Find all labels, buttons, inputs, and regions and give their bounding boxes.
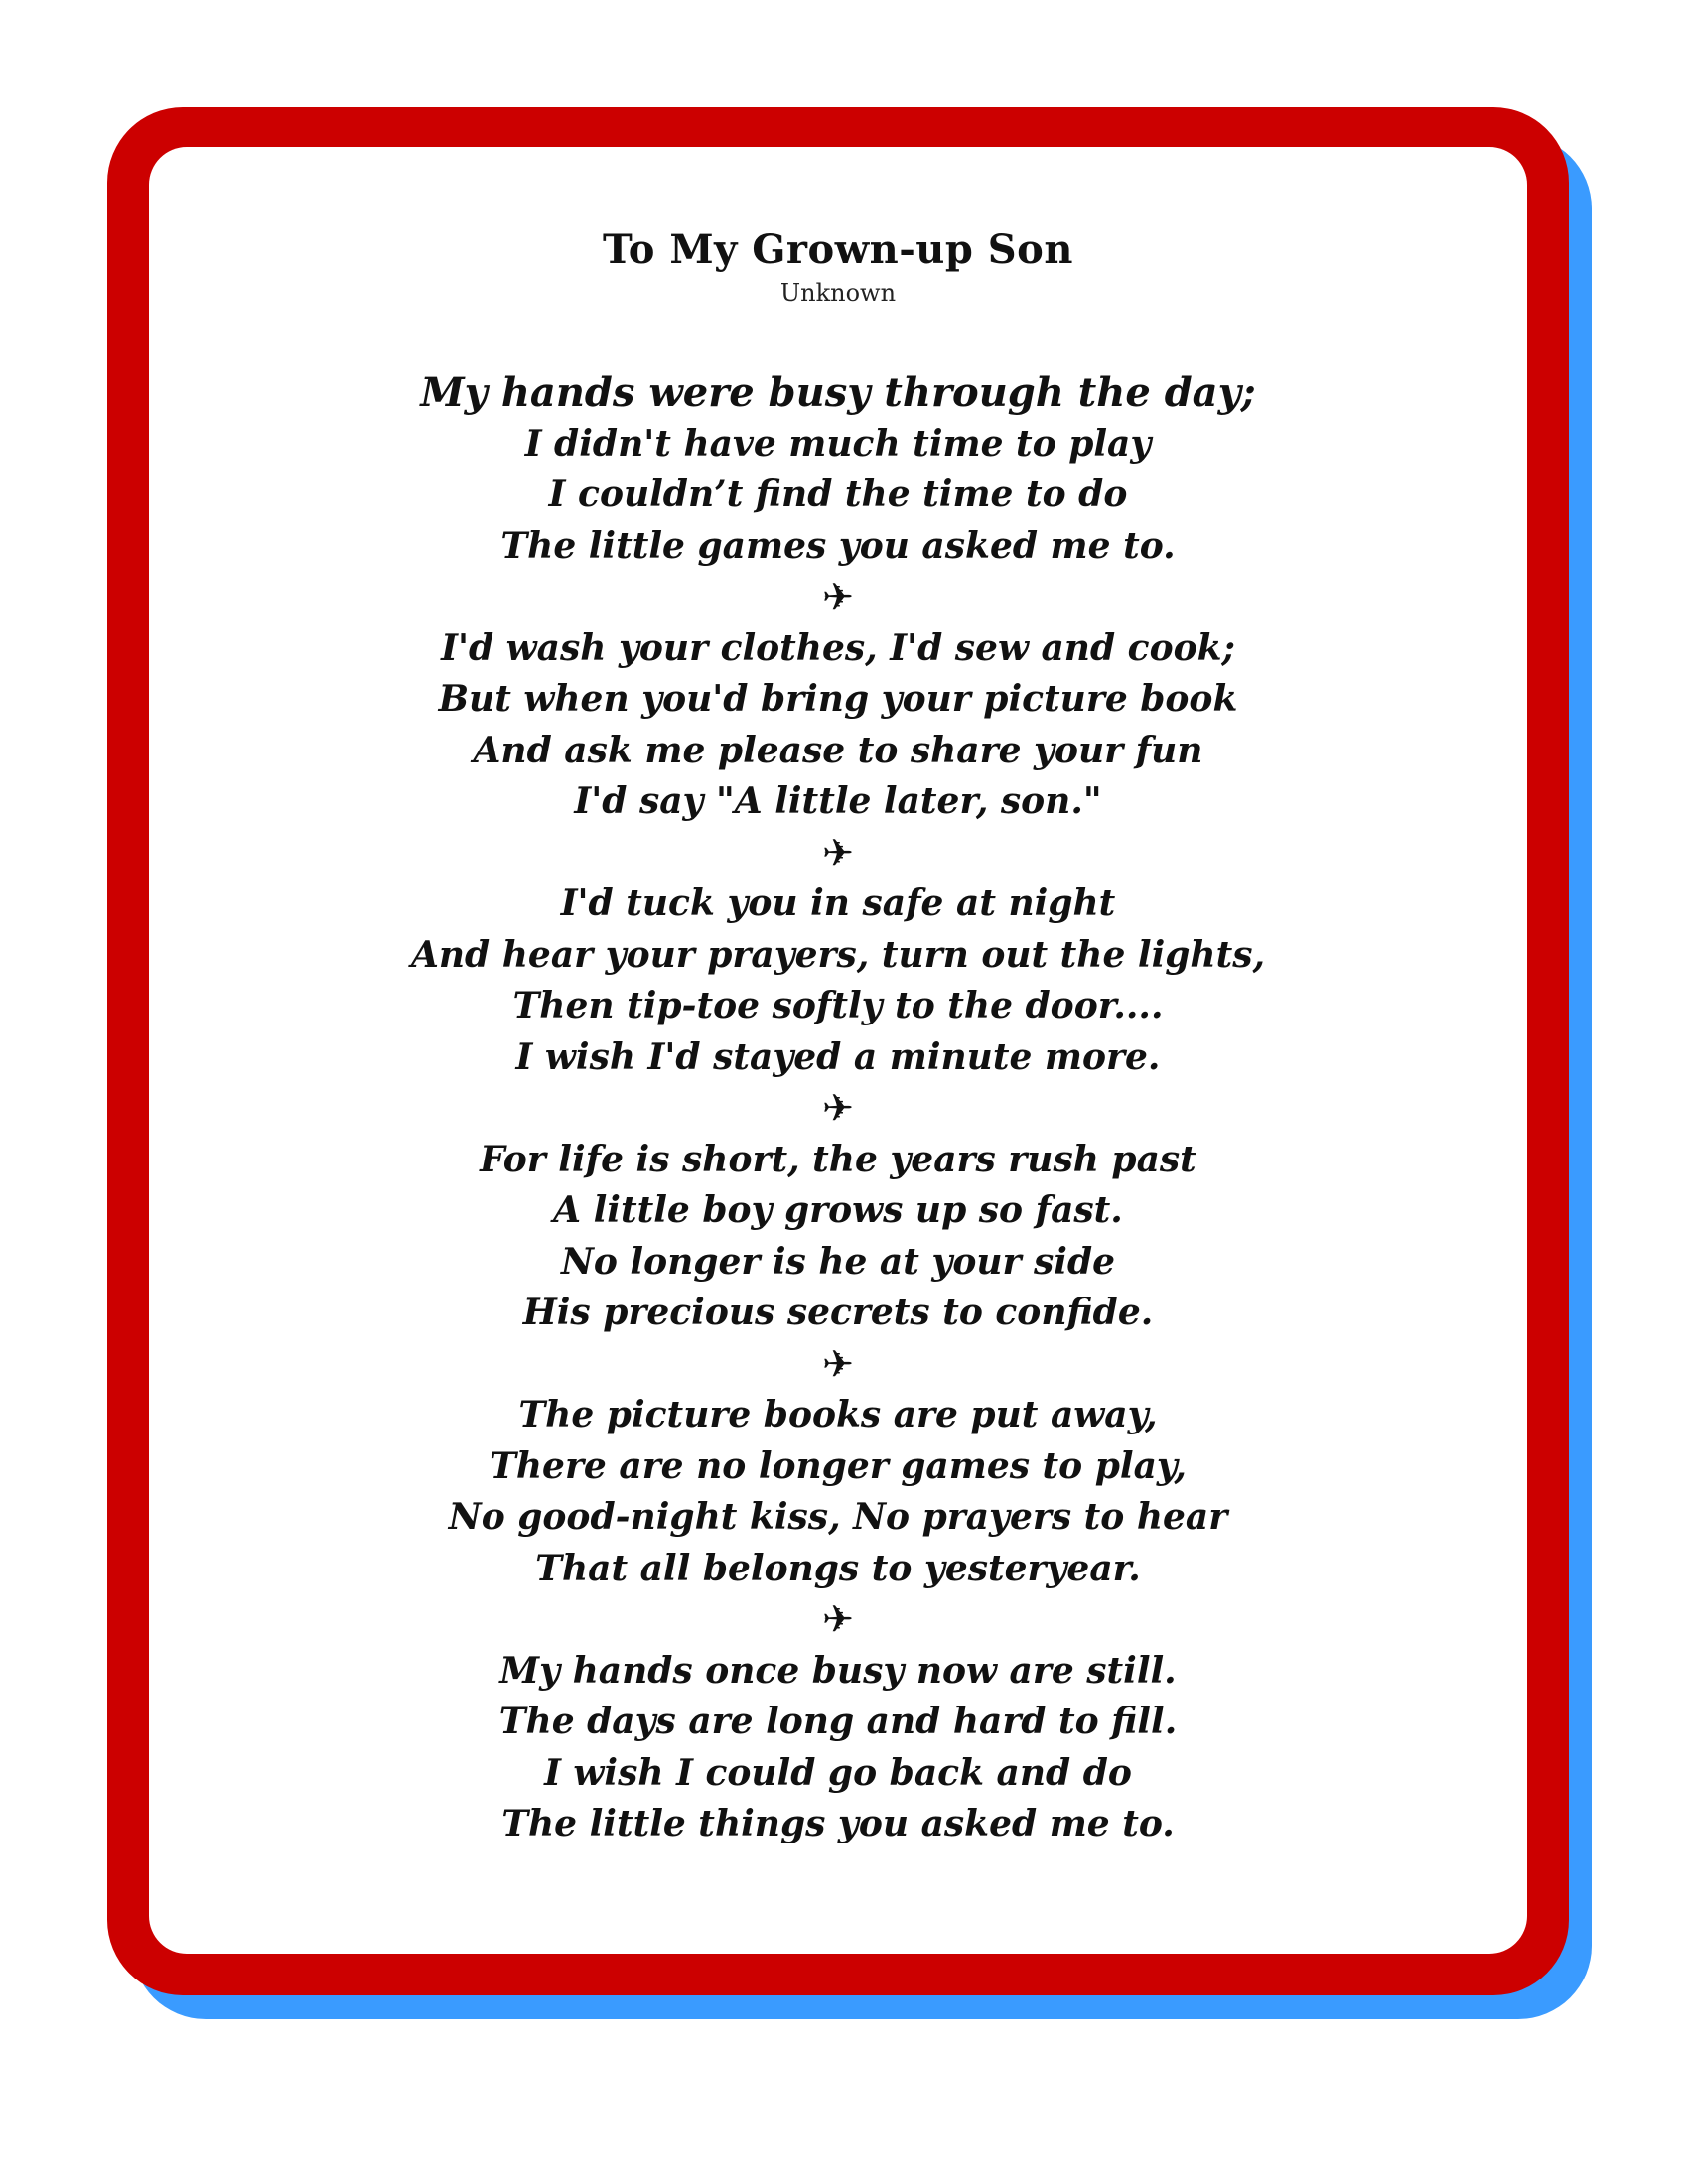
poem-line: I wish I'd stayed a minute more. — [515, 1035, 1161, 1078]
stanza — [149, 367, 1527, 572]
stanza — [149, 1135, 1527, 1339]
poem-line: I'd say "A little later, son." — [574, 780, 1102, 822]
airplane-icon: ✈ — [822, 575, 854, 618]
poem-line: My hands once busy now are still. — [499, 1649, 1177, 1692]
poem-line: The little things you asked me to. — [501, 1803, 1175, 1844]
poem-line: No good-night kiss, No prayers to hear — [448, 1496, 1228, 1538]
stanza — [149, 879, 1527, 1083]
poem-panel — [149, 147, 1527, 1954]
poem-line: But when you'd bring your picture book — [438, 678, 1238, 720]
poem-line: I wish I could go back and do — [544, 1751, 1132, 1794]
stanza — [149, 623, 1527, 828]
airplane-icon: ✈ — [822, 1086, 854, 1130]
poem-line: That all belongs to yesteryear. — [535, 1547, 1141, 1589]
poem-line: I didn't have much time to play — [524, 422, 1152, 465]
poem-line: A little boy grows up so fast. — [553, 1189, 1123, 1231]
poem-title: To My Grown-up Son — [603, 226, 1073, 273]
poem-line: The days are long and hard to fill. — [498, 1701, 1178, 1742]
poem-line: I couldn’t find the time to do — [548, 474, 1128, 515]
poem-body — [149, 367, 1527, 1850]
poem-line: And hear your prayers, turn out the lights, — [410, 933, 1266, 976]
poem-author: Unknown — [779, 279, 897, 307]
stanza — [149, 1390, 1527, 1594]
poem-line: I'd wash your clothes, I'd sew and cook; — [441, 626, 1235, 669]
poem-line: There are no longer games to play, — [490, 1444, 1187, 1487]
poem-line: The little games you asked me to. — [500, 524, 1176, 567]
title-block — [149, 222, 1527, 308]
airplane-icon: ✈ — [822, 1597, 854, 1641]
poem-line: No longer is he at your side — [560, 1240, 1116, 1283]
stanza — [149, 1646, 1527, 1850]
poem-line: My hands were busy through the day; — [420, 369, 1256, 416]
poem-line: For life is short, the years rush past — [480, 1138, 1196, 1180]
airplane-icon: ✈ — [822, 1341, 854, 1386]
poem-line: And ask me please to share your fun — [473, 729, 1203, 771]
poem-line: I'd tuck you in safe at night — [560, 883, 1116, 924]
poem-line: His precious secrets to confide. — [522, 1292, 1154, 1333]
poem-line: The picture books are put away, — [518, 1394, 1158, 1435]
poem-line: Then tip-toe softly to the door.... — [512, 985, 1164, 1026]
airplane-icon: ✈ — [822, 830, 854, 875]
